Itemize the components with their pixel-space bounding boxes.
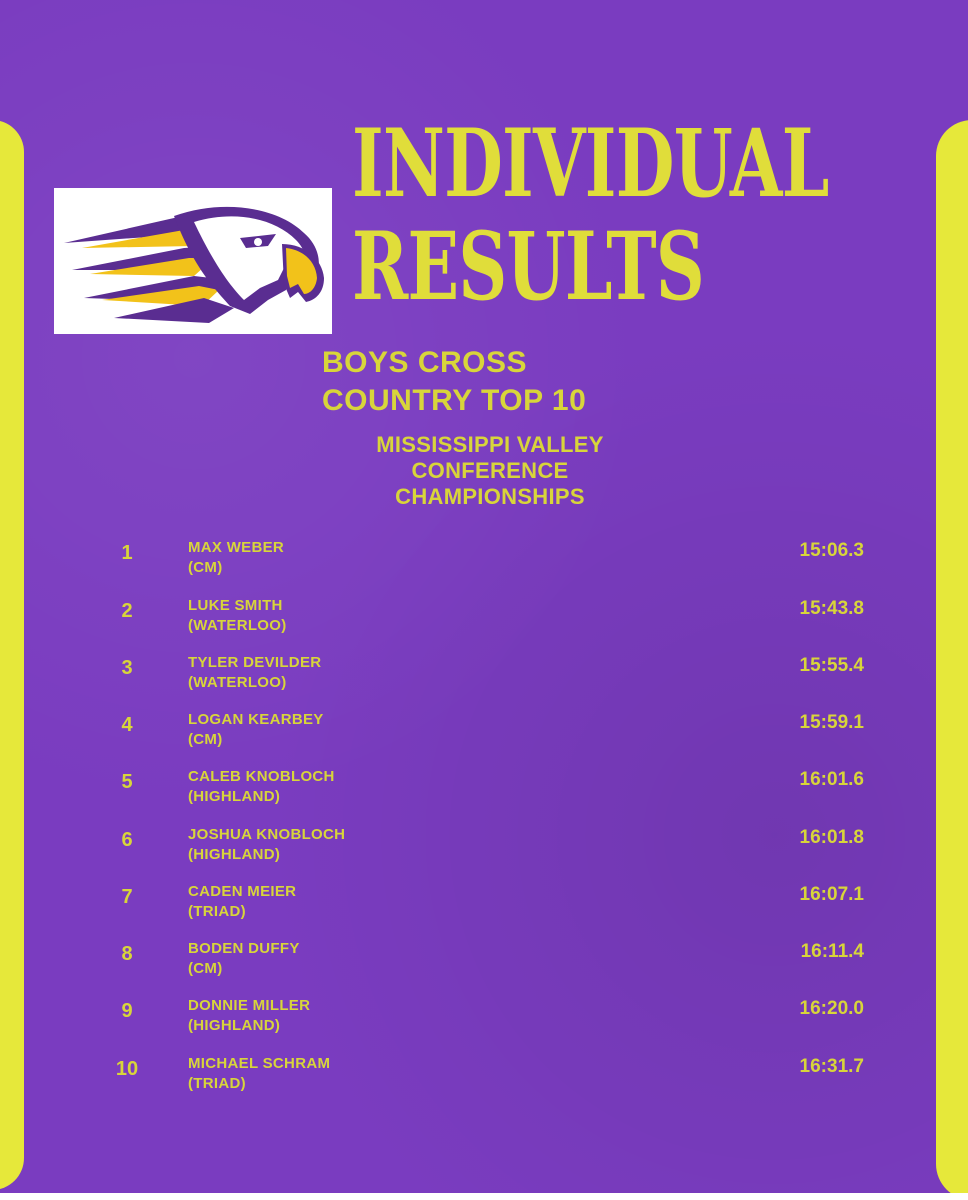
result-row	[0, 825, 968, 875]
runner-team: (CM)	[188, 960, 223, 977]
finish-time: 16:20.0	[799, 998, 864, 1019]
result-row	[0, 596, 968, 646]
finish-time: 16:07.1	[799, 884, 864, 905]
result-rank: 10	[115, 1058, 139, 1080]
result-rank: 7	[121, 886, 133, 908]
finish-time: 15:55.4	[799, 655, 864, 676]
result-row	[0, 1054, 968, 1104]
runner-team: (TRIAD)	[188, 1075, 246, 1092]
finish-time: 15:06.3	[799, 540, 864, 561]
team-logo	[54, 188, 332, 334]
conference-line-2: CONFERENCE	[411, 458, 569, 483]
result-rank: 2	[121, 600, 133, 622]
runner-team: (HIGHLAND)	[188, 788, 281, 805]
finish-time: 15:59.1	[799, 712, 864, 733]
finish-time: 16:31.7	[799, 1056, 864, 1077]
finish-time: 15:43.8	[799, 598, 864, 619]
runner-team: (HIGHLAND)	[188, 1017, 281, 1034]
runner-name: BODEN DUFFY	[188, 940, 300, 957]
result-row	[0, 710, 968, 760]
runner-name: MAX WEBER	[188, 539, 285, 556]
runner-name: MICHAEL SCHRAM	[188, 1055, 331, 1072]
result-rank: 1	[121, 542, 133, 564]
runner-team: (HIGHLAND)	[188, 846, 281, 863]
runner-team: (WATERLOO)	[188, 674, 287, 691]
result-row	[0, 538, 968, 588]
result-rank: 9	[121, 1000, 133, 1022]
result-rank: 5	[121, 771, 133, 793]
finish-time: 16:11.4	[800, 941, 864, 962]
result-rank: 6	[121, 829, 133, 851]
runner-name: CADEN MEIER	[188, 883, 297, 900]
eagle-head-logo-icon	[54, 188, 332, 334]
conference-line-3: CHAMPIONSHIPS	[395, 484, 585, 509]
result-row	[0, 939, 968, 989]
runner-team: (TRIAD)	[188, 903, 246, 920]
runner-team: (CM)	[188, 731, 223, 748]
result-rank: 3	[121, 657, 133, 679]
finish-time: 16:01.8	[799, 827, 864, 848]
runner-team: (WATERLOO)	[188, 617, 287, 634]
conference-name	[318, 432, 662, 510]
runner-name: LUKE SMITH	[188, 597, 283, 614]
title-line-2: RESULTS	[352, 212, 705, 322]
result-rank: 8	[121, 943, 133, 965]
subtitle-line-2: COUNTRY TOP 10	[322, 384, 587, 417]
result-row	[0, 882, 968, 932]
runner-name: TYLER DEVILDER	[188, 654, 322, 671]
result-row	[0, 653, 968, 703]
result-rank: 4	[121, 714, 133, 736]
runner-name: DONNIE MILLER	[188, 997, 311, 1014]
finish-time: 16:01.6	[799, 769, 864, 790]
result-row	[0, 996, 968, 1046]
runner-name: LOGAN KEARBEY	[188, 711, 324, 728]
runner-name: JOSHUA KNOBLOCH	[188, 826, 346, 843]
title-line-1: INDIVIDUAL	[352, 109, 829, 219]
runner-name: CALEB KNOBLOCH	[188, 768, 335, 785]
subtitle-line-1: BOYS CROSS	[322, 346, 528, 379]
event-subtitle	[322, 344, 586, 420]
runner-team: (CM)	[188, 559, 223, 576]
conference-line-1: MISSISSIPPI VALLEY	[376, 432, 604, 457]
result-row	[0, 767, 968, 817]
